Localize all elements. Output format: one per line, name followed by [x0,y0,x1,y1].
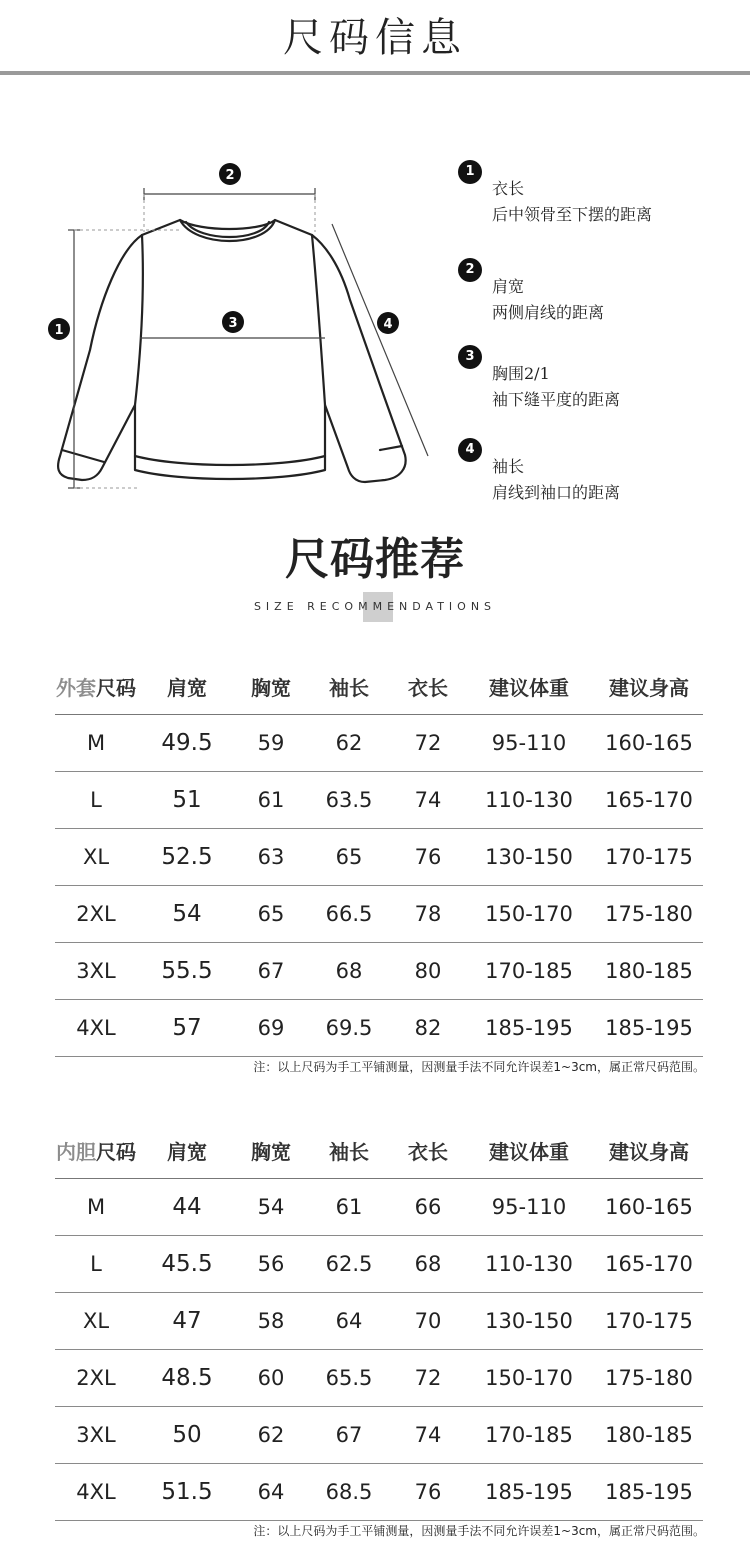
cell-chest: 59 [237,715,305,772]
cell-length: 74 [393,772,463,829]
right-cuff [380,446,402,450]
table-row [55,943,703,1000]
table-row [55,1350,703,1407]
cell-length: 72 [393,1350,463,1407]
legend-name: 衣长 [492,179,525,198]
sleeve-line [332,224,428,456]
cell-size: 3XL [55,1407,137,1464]
cell-sleeve: 65.5 [305,1350,393,1407]
cell-size: 4XL [55,1464,137,1521]
cell-sleeve: 61 [305,1179,393,1236]
page-title: 尺码信息 [283,15,467,61]
cell-weight: 185-195 [463,1464,595,1521]
table-row [55,886,703,943]
legend-name: 袖长 [492,457,525,476]
table-row [55,1179,703,1236]
cell-size: XL [55,1293,137,1350]
sweater-outline [58,220,406,482]
legend-name: 胸围2/1 [492,364,550,383]
left-sleeve-seam [135,235,143,405]
cell-size: M [55,715,137,772]
table-row [55,772,703,829]
cell-length: 70 [393,1293,463,1350]
cell-sleeve: 68 [305,943,393,1000]
legend-name: 肩宽 [492,277,525,296]
cell-weight: 95-110 [463,715,595,772]
cell-chest: 60 [237,1350,305,1407]
cell-height: 170-175 [595,1293,703,1350]
cell-height: 185-195 [595,1464,703,1521]
cell-shoulder: 48.5 [137,1350,237,1407]
cell-chest: 64 [237,1464,305,1521]
title-divider [0,71,750,75]
table-row [55,1236,703,1293]
cell-length: 82 [393,1000,463,1057]
cell-size: 3XL [55,943,137,1000]
legend-description: 袖下缝平度的距离 [492,390,621,409]
cell-sleeve: 65 [305,829,393,886]
header-weight: 建议体重 [463,658,595,715]
cell-weight: 150-170 [463,1350,595,1407]
header-length: 衣长 [393,1122,463,1179]
hem-rib [135,456,325,465]
cell-length: 76 [393,829,463,886]
header-chest: 胸宽 [237,658,305,715]
cell-shoulder: 45.5 [137,1236,237,1293]
cell-chest: 67 [237,943,305,1000]
cell-length: 78 [393,886,463,943]
table-row [55,1293,703,1350]
cell-height: 160-165 [595,715,703,772]
table-row [55,1000,703,1057]
outer-table-body [55,715,703,1057]
cell-height: 180-185 [595,1407,703,1464]
legend-number: 1 [458,160,482,184]
svg-text:4: 4 [383,317,393,332]
inner-size-table [55,1122,703,1521]
cell-chest: 63 [237,829,305,886]
cell-weight: 110-130 [463,1236,595,1293]
cell-size: L [55,772,137,829]
legend-number: 3 [458,345,482,369]
legend-description: 两侧肩线的距离 [492,303,605,322]
cell-chest: 61 [237,772,305,829]
cell-height: 170-175 [595,829,703,886]
cell-sleeve: 63.5 [305,772,393,829]
svg-text:3: 3 [228,316,238,331]
cell-shoulder: 55.5 [137,943,237,1000]
header-sleeve: 袖长 [305,1122,393,1179]
sweater-diagram [40,150,440,510]
header-height: 建议身高 [595,658,703,715]
cell-weight: 110-130 [463,772,595,829]
table-header-row [55,658,703,715]
inner-table-body [55,1179,703,1521]
cell-chest: 69 [237,1000,305,1057]
table-row [55,715,703,772]
cell-chest: 65 [237,886,305,943]
legend-description: 肩线到袖口的距离 [492,483,621,502]
header-length: 衣长 [393,658,463,715]
cell-shoulder: 51.5 [137,1464,237,1521]
header-shoulder: 肩宽 [137,1122,237,1179]
cell-size: 2XL [55,886,137,943]
cell-length: 76 [393,1464,463,1521]
header-chest: 胸宽 [237,1122,305,1179]
cell-shoulder: 47 [137,1293,237,1350]
table-row [55,1464,703,1521]
header-shoulder: 肩宽 [137,658,237,715]
cell-weight: 170-185 [463,943,595,1000]
recommendation-subtitle-block [0,592,750,622]
cell-height: 175-180 [595,886,703,943]
cell-length: 68 [393,1236,463,1293]
header-size: 内胆尺码 [55,1122,137,1179]
right-sleeve-seam [312,235,325,405]
cell-sleeve: 66.5 [305,886,393,943]
cell-weight: 130-150 [463,1293,595,1350]
cell-length: 80 [393,943,463,1000]
cell-chest: 62 [237,1407,305,1464]
recommendation-title: 尺码推荐 [285,534,465,585]
header-weight: 建议体重 [463,1122,595,1179]
cell-sleeve: 67 [305,1407,393,1464]
cell-sleeve: 62 [305,715,393,772]
cell-chest: 58 [237,1293,305,1350]
cell-sleeve: 69.5 [305,1000,393,1057]
cell-shoulder: 44 [137,1179,237,1236]
cell-weight: 185-195 [463,1000,595,1057]
cell-size: M [55,1179,137,1236]
cell-shoulder: 51 [137,772,237,829]
cell-height: 185-195 [595,1000,703,1057]
recommendation-subtitle: SIZE RECOMMENDATIONS [253,600,497,613]
svg-text:2: 2 [225,168,235,183]
cell-shoulder: 57 [137,1000,237,1057]
header-size: 外套尺码 [55,658,137,715]
cell-length: 72 [393,715,463,772]
cell-size: L [55,1236,137,1293]
legend-description: 后中领骨至下摆的距离 [492,205,653,224]
outer-table-note: 注：以上尺码为手工平铺测量，因测量手法不同允许误差1~3cm，属正常尺码范围。 [253,1060,705,1074]
cell-height: 165-170 [595,772,703,829]
header-height: 建议身高 [595,1122,703,1179]
left-cuff [62,450,104,462]
svg-text:1: 1 [54,323,64,338]
cell-height: 180-185 [595,943,703,1000]
cell-shoulder: 49.5 [137,715,237,772]
cell-height: 160-165 [595,1179,703,1236]
cell-sleeve: 62.5 [305,1236,393,1293]
outer-size-table [55,658,703,1057]
table-row [55,1407,703,1464]
cell-length: 74 [393,1407,463,1464]
cell-weight: 170-185 [463,1407,595,1464]
cell-weight: 150-170 [463,886,595,943]
cell-sleeve: 64 [305,1293,393,1350]
cell-size: 2XL [55,1350,137,1407]
table-header-row [55,1122,703,1179]
cell-length: 66 [393,1179,463,1236]
cell-sleeve: 68.5 [305,1464,393,1521]
cell-size: 4XL [55,1000,137,1057]
cell-height: 175-180 [595,1350,703,1407]
legend-number: 2 [458,258,482,282]
cell-weight: 130-150 [463,829,595,886]
header-sleeve: 袖长 [305,658,393,715]
cell-shoulder: 50 [137,1407,237,1464]
cell-chest: 56 [237,1236,305,1293]
inner-table-note: 注：以上尺码为手工平铺测量，因测量手法不同允许误差1~3cm，属正常尺码范围。 [253,1524,705,1538]
table-row [55,829,703,886]
cell-weight: 95-110 [463,1179,595,1236]
cell-chest: 54 [237,1179,305,1236]
legend-number: 4 [458,438,482,462]
cell-shoulder: 52.5 [137,829,237,886]
cell-size: XL [55,829,137,886]
cell-shoulder: 54 [137,886,237,943]
cell-height: 165-170 [595,1236,703,1293]
